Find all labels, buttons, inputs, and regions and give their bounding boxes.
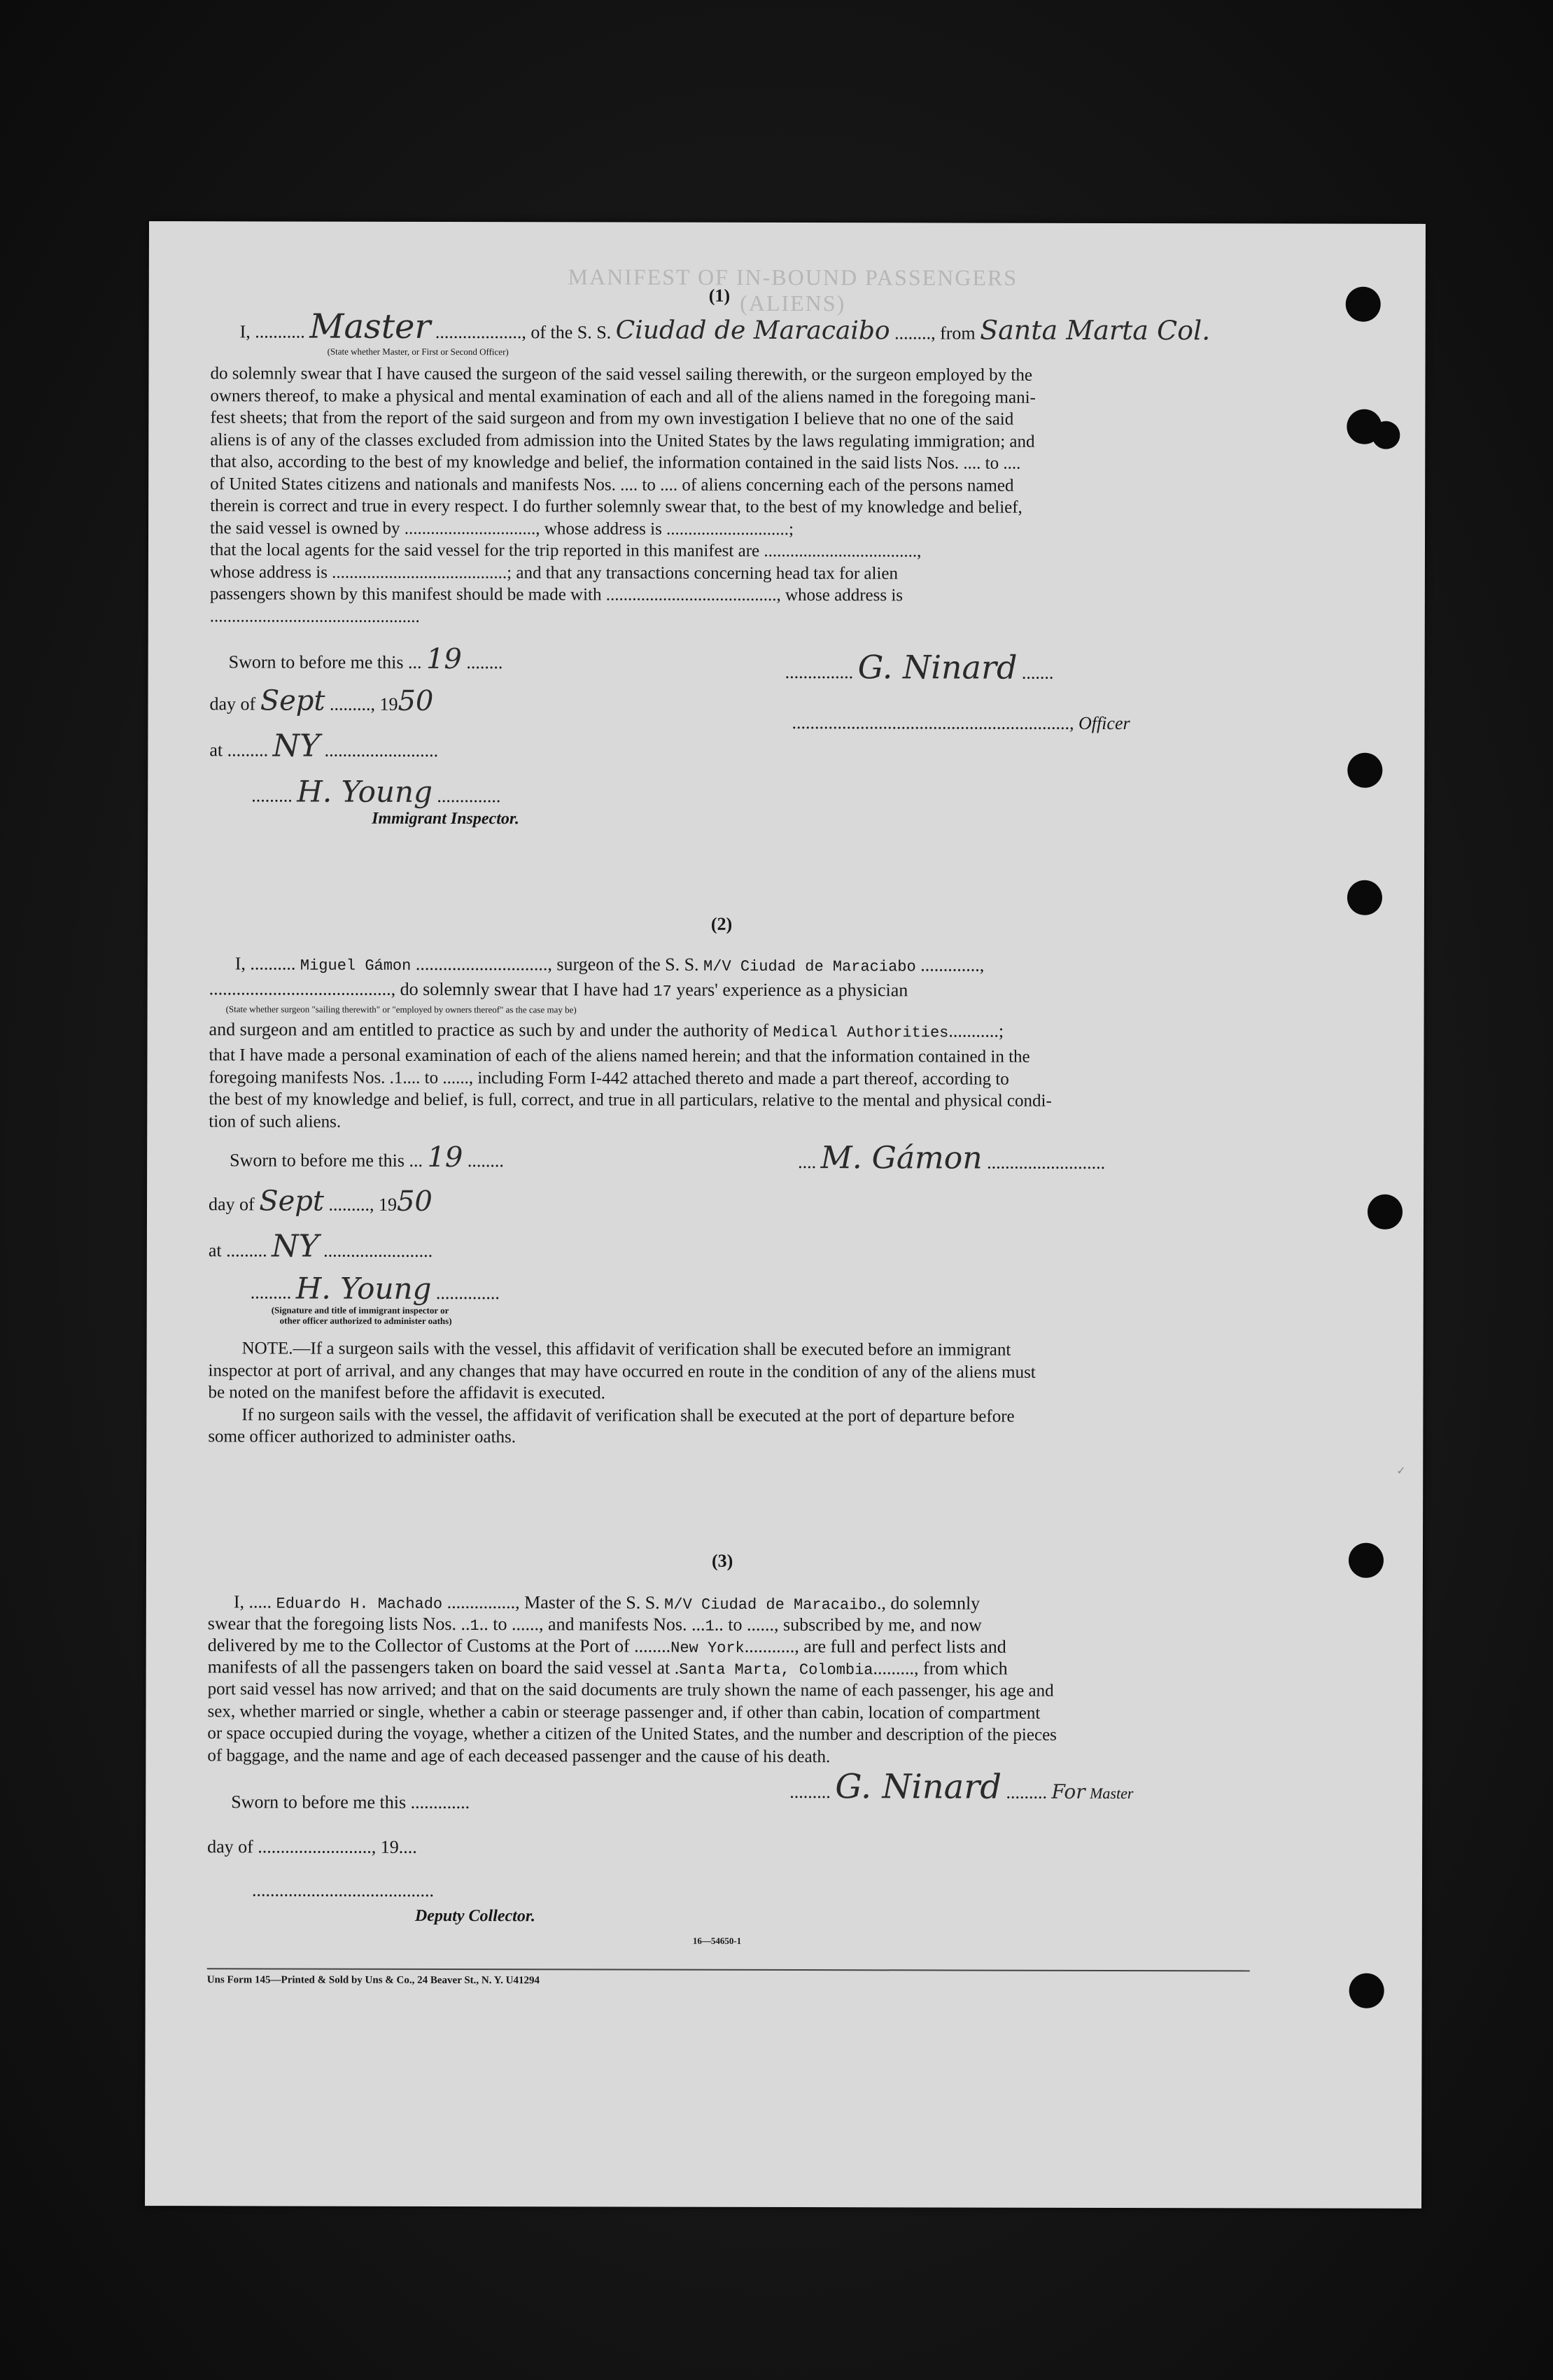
paragraph-line: do solemnly swear that I have caused the surgeon of the said vessel sailing therewith, or the surgeon employed by the <box>210 364 1033 385</box>
paragraph-line: of United States citizens and nationals and manifests Nos. .... to .... of aliens concerning each of the persons named <box>210 474 1014 495</box>
section-1-sworn-line <box>228 642 503 676</box>
at-label: at <box>209 740 223 761</box>
port-of-arrival: New York <box>670 1639 745 1657</box>
section-2-line-2 <box>209 978 908 1003</box>
section-2-note <box>208 1337 1251 1450</box>
section-2-number: (2) <box>710 913 733 934</box>
officer-caption: , Officer <box>1069 712 1130 734</box>
dots: ..... <box>248 1591 272 1612</box>
handwritten-master: Master <box>309 307 431 346</box>
dots: ....... <box>1021 662 1054 683</box>
section-2-line-3 <box>209 1019 1004 1043</box>
master-of-label: ..............., Master of the S. S. <box>447 1591 660 1613</box>
paragraph-line: owners thereof, to make a physical and mental examination of each and all of the aliens named in the foregoing mani- <box>210 386 1036 407</box>
handwritten-master-signature: G. Ninard <box>835 1767 1002 1807</box>
handwritten-day: 19 <box>426 642 462 676</box>
handwritten-place: NY <box>272 728 321 764</box>
dots: .............. <box>435 1282 500 1304</box>
section-3-line-1 <box>234 1591 980 1616</box>
section-1-inspector-line <box>251 774 501 809</box>
section-1-paragraph <box>210 362 1253 629</box>
paragraph-line: that I have made a personal examination of each of the aliens named herein; and that the information contained in the <box>209 1045 1030 1066</box>
bleed-through-header: MANIFEST OF IN-BOUND PASSENGERS (ALIENS) <box>568 264 1018 316</box>
note-line: some officer authorized to administer oaths. <box>208 1427 517 1447</box>
dots: ........... <box>255 321 305 342</box>
paragraph-line: whose address is ........................................; and that any transactions concerning head tax for alien <box>209 562 899 583</box>
signature-caption-line-1: (Signature and title of immigrant inspector or <box>271 1304 449 1316</box>
document-page <box>145 221 1426 2209</box>
paragraph-line: aliens is of any of the classes excluded from admission into the United States by the laws regulating immigration; and <box>210 430 1035 451</box>
deputy-collector-caption: Deputy Collector. <box>414 1906 535 1926</box>
sworn-label: Sworn to before me this <box>230 1150 405 1171</box>
paragraph-line: the best of my knowledge and belief, is full, correct, and true in all particulars, relative to the mental and physical condi- <box>209 1090 1052 1111</box>
punch-hole <box>1368 1195 1403 1230</box>
dots: ......... <box>226 1240 267 1261</box>
at-label: at <box>208 1240 222 1261</box>
dots: ............., <box>920 955 985 976</box>
years-experience: 17 <box>653 983 672 1001</box>
handwritten-ship-name: Ciudad de Maracaibo <box>615 316 890 346</box>
section-3-sworn-line: Sworn to before me this ............. <box>231 1791 470 1813</box>
handwritten-year: 50 <box>396 1185 433 1218</box>
immigrant-inspector-caption: Immigrant Inspector. <box>372 809 519 829</box>
master-ship: M/V Ciudad de Maracaibo <box>664 1596 877 1614</box>
signature-caption-line-2: other officer authorized to administer oaths) <box>279 1315 452 1327</box>
year-prefix: ........., 19 <box>328 1194 398 1215</box>
handwritten-place: NY <box>272 1228 319 1265</box>
note-line: If no surgeon sails with the vessel, the affidavit of verification shall be executed at the port of departure before <box>241 1404 1015 1426</box>
day-of-label: day of <box>209 693 256 714</box>
section-1-line-1 <box>239 307 1211 346</box>
section-1-caption: (State whether Master, or First or Second Officer) <box>327 346 509 358</box>
deputy-dots: ........................................ <box>251 1880 435 1901</box>
dots: ......... <box>250 1282 292 1303</box>
section-1-date-line <box>209 684 434 717</box>
perfect-lists-label: ..........., are full and perfect lists and <box>744 1635 1006 1657</box>
section-2-paragraph <box>209 1044 1251 1134</box>
master-signature-line <box>789 1767 1134 1807</box>
section-1-at-line <box>209 728 439 764</box>
section-3-line-3 <box>208 1635 1006 1659</box>
years-label: years' experience as a physician <box>671 979 908 1001</box>
delivered-label: delivered by me to the Collector of Customs at the Port of ........ <box>207 1635 671 1656</box>
port-of-departure: Santa Marta, Colombia <box>679 1661 873 1680</box>
paragraph-line: passengers shown by this manifest should be made with ......................................., whose address is <box>209 584 904 605</box>
surgeon-of-label: ............................., surgeon of the S. S. <box>415 953 699 975</box>
from-which-label: ........., from which <box>873 1658 1008 1679</box>
note-line: inspector at port of arrival, and any changes that may have occurred en route in the condition of any of the aliens must <box>208 1360 1036 1382</box>
dots: ......... <box>789 1782 831 1803</box>
handwritten-inspector-signature: H. Young <box>297 774 433 809</box>
dots: ........................ <box>323 1240 433 1261</box>
section-1-number: (1) <box>708 285 731 306</box>
manifest-number: 1 <box>705 1617 715 1635</box>
dots: ......... <box>1006 1782 1048 1803</box>
handwritten-day: 19 <box>427 1141 463 1174</box>
of-ship-label: ..................., of the S. S. <box>435 321 612 343</box>
dots: ......... <box>251 785 293 806</box>
paragraph-line: tion of such aliens. <box>209 1111 342 1132</box>
form-number: 16—54650-1 <box>692 1935 742 1946</box>
handwritten-month: Sept <box>259 1185 325 1218</box>
i-label: I, <box>233 1591 249 1612</box>
section-3-date-line: day of ........................., 19.... <box>207 1836 417 1857</box>
paragraph-line: port said vessel has now arrived; and that on the said documents are truly shown the name of each passenger, his age and <box>207 1680 1054 1700</box>
section-3-number: (3) <box>711 1550 733 1571</box>
handwritten-from-port: Santa Marta Col. <box>980 314 1211 346</box>
surgeon-signature-line <box>798 1140 1106 1176</box>
paragraph-line: the said vessel is owned by .............................., whose address is ............................; <box>210 518 794 539</box>
master-name: Eduardo H. Machado <box>276 1595 443 1613</box>
dots: .............. <box>437 785 501 807</box>
i-label: I, <box>234 953 251 974</box>
dots: ............................................................. <box>792 712 1070 733</box>
section-2-at-line <box>208 1228 433 1265</box>
handwritten-surgeon-signature: M. Gámon <box>820 1140 983 1176</box>
dots: ........ <box>466 652 503 673</box>
dots: ...........; <box>948 1020 1004 1041</box>
list-number: 1 <box>470 1617 479 1635</box>
section-3-line-2 <box>208 1613 982 1638</box>
paragraph-line: fest sheets; that from the report of the said surgeon and from my own investigation I believe that no one of the said <box>210 408 1014 429</box>
dots: .......................... <box>987 1152 1106 1173</box>
section-2-caption: (State whether surgeon "sailing therewith" or "employed by owners thereof" as the case may be) <box>225 1004 577 1015</box>
manifests-label: .. to ......, and manifests Nos. ... <box>479 1614 705 1635</box>
punch-hole <box>1372 421 1400 449</box>
dots: ........ <box>467 1150 504 1171</box>
section-2-inspector-line <box>250 1271 500 1306</box>
lists-label: swear that the foregoing lists Nos. .. <box>207 1613 470 1635</box>
i-label: I, <box>239 321 255 342</box>
dots: ......................... <box>324 740 439 761</box>
handwritten-for: For <box>1051 1780 1085 1803</box>
officer-dots-line <box>792 712 1130 734</box>
master-caption: Master <box>1090 1784 1134 1803</box>
swear-label: ., do solemnly <box>876 1593 981 1614</box>
handwritten-month: Sept <box>260 684 325 717</box>
dots: ... <box>409 1150 423 1171</box>
dots: ......... <box>227 740 269 761</box>
section-3-paragraph <box>207 1678 1250 1768</box>
paragraph-line: that the local agents for the said vessel for the trip reported in this manifest are ..................................., <box>209 540 922 561</box>
swear-label: ........................................, do solemnly swear that I have had <box>209 978 654 1000</box>
paragraph-line: ................................................ <box>209 606 420 626</box>
paragraph-line: or space occupied during the voyage, whether a citizen of the United States, and the number and description of the pieces <box>207 1724 1057 1745</box>
punch-hole <box>1349 1973 1384 2008</box>
paragraph-line: of baggage, and the name and age of each deceased passenger and the cause of his death. <box>207 1745 831 1766</box>
officer-signature-line <box>785 648 1054 686</box>
dots: ... <box>407 652 422 673</box>
section-3-line-4 <box>208 1656 1008 1681</box>
handwritten-officer-signature: G. Ninard <box>857 648 1018 686</box>
punch-hole <box>1347 880 1382 915</box>
surgeon-name: Miguel Gámon <box>300 957 412 975</box>
authority: Medical Authorities <box>773 1023 949 1042</box>
note-line: NOTE.—If a surgeon sails with the vessel, this affidavit of verification shall be executed before an immigrant <box>241 1339 1011 1360</box>
paragraph-line: that also, according to the best of my knowledge and belief, the information contained in the said lists Nos. .... to .... <box>210 452 1021 473</box>
footer-rule <box>207 1968 1250 1971</box>
from-label: ........, from <box>894 323 976 344</box>
punch-hole <box>1346 287 1381 322</box>
punch-hole <box>1347 753 1382 788</box>
manifests-label: manifests of all the passengers taken on board the said vessel at . <box>207 1656 680 1678</box>
handwritten-year: 50 <box>398 684 434 717</box>
paragraph-line: therein is correct and true in every respect. I do further solemnly swear that, to the best of my knowledge and belief, <box>210 496 1023 517</box>
section-2-sworn-line <box>230 1141 504 1174</box>
section-2-date-line <box>208 1185 433 1218</box>
day-of-label: day of <box>208 1194 255 1215</box>
margin-mark: ✓ <box>1396 1465 1406 1477</box>
dots: .... <box>798 1152 817 1173</box>
paragraph-line: foregoing manifests Nos. .1.... to ......, including Form I-442 attached thereto and made a part thereof, according to <box>209 1067 1009 1089</box>
year-prefix: ........., 19 <box>329 693 398 714</box>
paragraph-line: sex, whether married or single, whether a cabin or steerage passenger and, if other than cabin, location of compartment <box>207 1701 1041 1723</box>
sworn-label: Sworn to before me this <box>228 652 404 673</box>
handwritten-inspector-signature: H. Young <box>295 1271 432 1306</box>
note-line: be noted on the manifest before the affidavit is executed. <box>208 1383 605 1403</box>
dots: .......... <box>250 953 296 974</box>
subscribed-label: .. to ......, subscribed by me, and now <box>714 1614 982 1635</box>
section-2-line-1 <box>235 953 985 978</box>
printer-footer: Uns Form 145—Printed & Sold by Uns & Co., 24 Beaver St., N. Y. U41294 <box>206 1974 540 1987</box>
authority-label: and surgeon and am entitled to practice as such by and under the authority of <box>209 1019 773 1041</box>
punch-hole <box>1349 1543 1384 1578</box>
surgeon-ship: M/V Ciudad de Maraciabo <box>703 957 916 976</box>
dots: ............... <box>785 661 854 683</box>
